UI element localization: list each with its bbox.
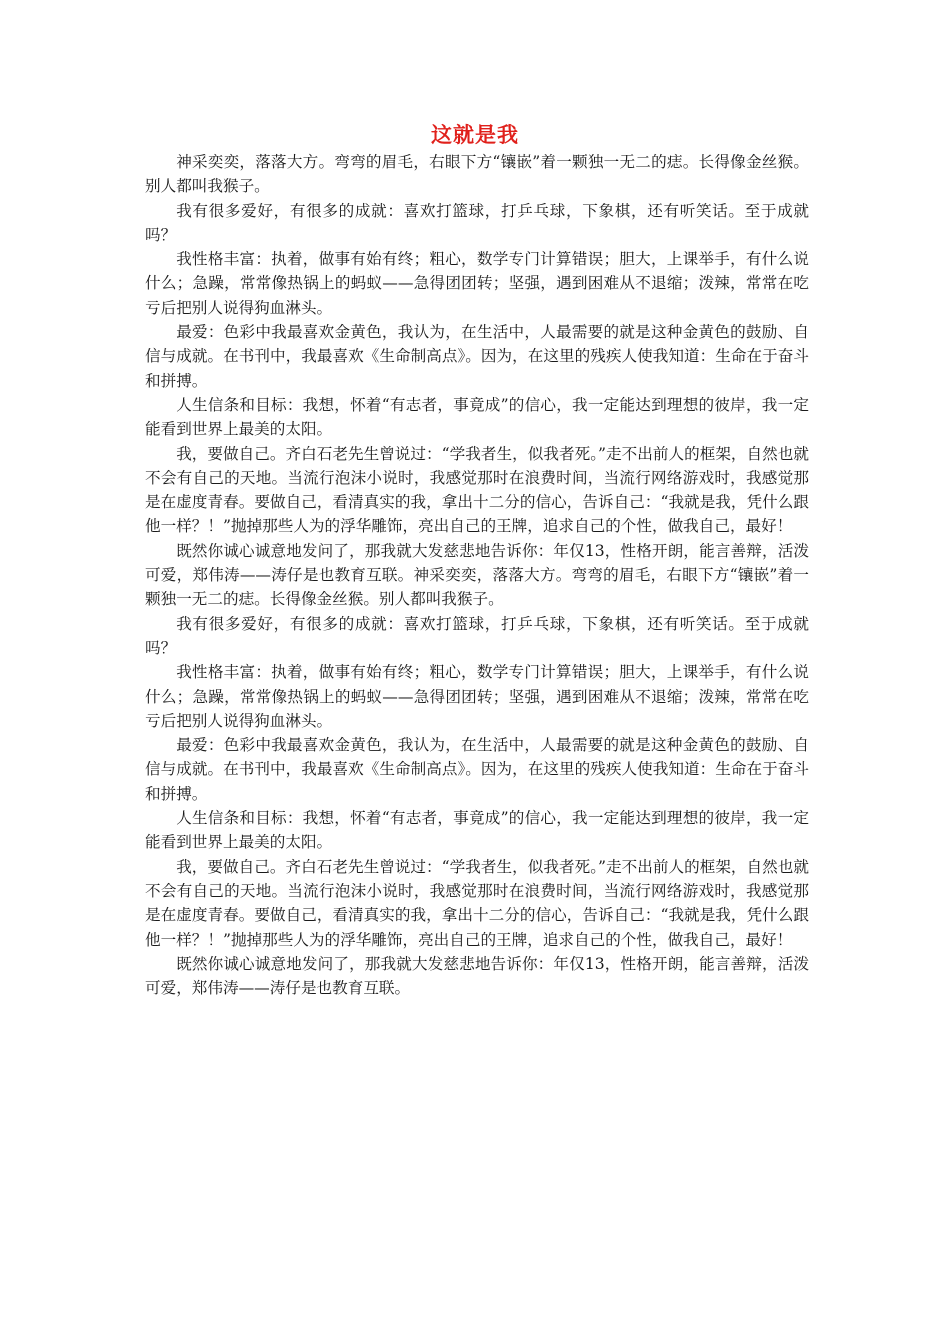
paragraph: 最爱：色彩中我最喜欢金黄色，我认为，在生活中，人最需要的就是这种金黄色的鼓励、自信与成就。在书刊中，我最喜欢《生命制高点》。因为，在这里的残疾人使我知道：生命在于奋斗和拼搏。 xyxy=(145,323,809,390)
paragraph: 我，要做自己。齐白石老先生曾说过：“学我者生，似我者死。”走不出前人的框架，自然也就不会有自己的天地。当流行泡沫小说时，我感觉那时在浪费时间，当流行网络游戏时，我感觉那是在虚度青春。要做自己，看清真实的我，拿出十二分的信心，告诉自己：“我就是我，凭什么跟他一样？！”抛掉那些人为的浮华雕饰，亮出自己的王牌，追求自己的个性，做我自己，最好！ xyxy=(145,857,809,949)
paragraph: 我性格丰富：执着，做事有始有终；粗心，数学专门计算错误；胆大，上课举手，有什么说什么；急躁，常常像热锅上的蚂蚁——急得团团转；坚强，遇到困难从不退缩；泼辣，常常在吃亏后把别人说得狗血淋头。 xyxy=(145,663,809,730)
paragraph: 我性格丰富：执着，做事有始有终；粗心，数学专门计算错误；胆大，上课举手，有什么说什么；急躁，常常像热锅上的蚂蚁——急得团团转；坚强，遇到困难从不退缩；泼辣，常常在吃亏后把别人说得狗血淋头。 xyxy=(145,250,809,317)
paragraph: 神采奕奕，落落大方。弯弯的眉毛，右眼下方“镶嵌”着一颗独一无二的痣。长得像金丝猴。别人都叫我猴子。 xyxy=(145,153,809,196)
paragraph: 既然你诚心诚意地发问了，那我就大发慈悲地告诉你：年仅13，性格开朗，能言善辩，活泼可爱，郑伟涛——涛仔是也教育互联。 xyxy=(145,954,809,998)
paragraph: 我有很多爱好，有很多的成就：喜欢打篮球，打乒乓球，下象棋，还有听笑话。至于成就吗？ xyxy=(145,614,809,657)
paragraph: 人生信条和目标：我想，怀着“有志者，事竟成”的信心，我一定能达到理想的彼岸，我一定能看到世界上最美的太阳。 xyxy=(145,809,809,852)
paragraph: 我有很多爱好，有很多的成就：喜欢打篮球，打乒乓球，下象棋，还有听笑话。至于成就吗？ xyxy=(145,201,809,244)
document-body xyxy=(145,150,809,1000)
paragraph: 既然你诚心诚意地发问了，那我就大发慈悲地告诉你：年仅13，性格开朗，能言善辩，活泼可爱，郑伟涛——涛仔是也教育互联。神采奕奕，落落大方。弯弯的眉毛，右眼下方“镶嵌”着一颗独一无二的痣。长得像金丝猴。别人都叫我猴子。 xyxy=(145,541,809,609)
paragraph: 我，要做自己。齐白石老先生曾说过：“学我者生，似我者死。”走不出前人的框架，自然也就不会有自己的天地。当流行泡沫小说时，我感觉那时在浪费时间，当流行网络游戏时，我感觉那是在虚度青春。要做自己，看清真实的我，拿出十二分的信心，告诉自己：“我就是我，凭什么跟他一样？！”抛掉那些人为的浮华雕饰，亮出自己的王牌，追求自己的个性，做我自己，最好！ xyxy=(145,444,809,536)
document-title: 这就是我 xyxy=(431,122,519,147)
paragraph: 最爱：色彩中我最喜欢金黄色，我认为，在生活中，人最需要的就是这种金黄色的鼓励、自信与成就。在书刊中，我最喜欢《生命制高点》。因为，在这里的残疾人使我知道：生命在于奋斗和拼搏。 xyxy=(145,736,809,803)
paragraph: 人生信条和目标：我想，怀着“有志者，事竟成”的信心，我一定能达到理想的彼岸，我一定能看到世界上最美的太阳。 xyxy=(145,395,809,439)
